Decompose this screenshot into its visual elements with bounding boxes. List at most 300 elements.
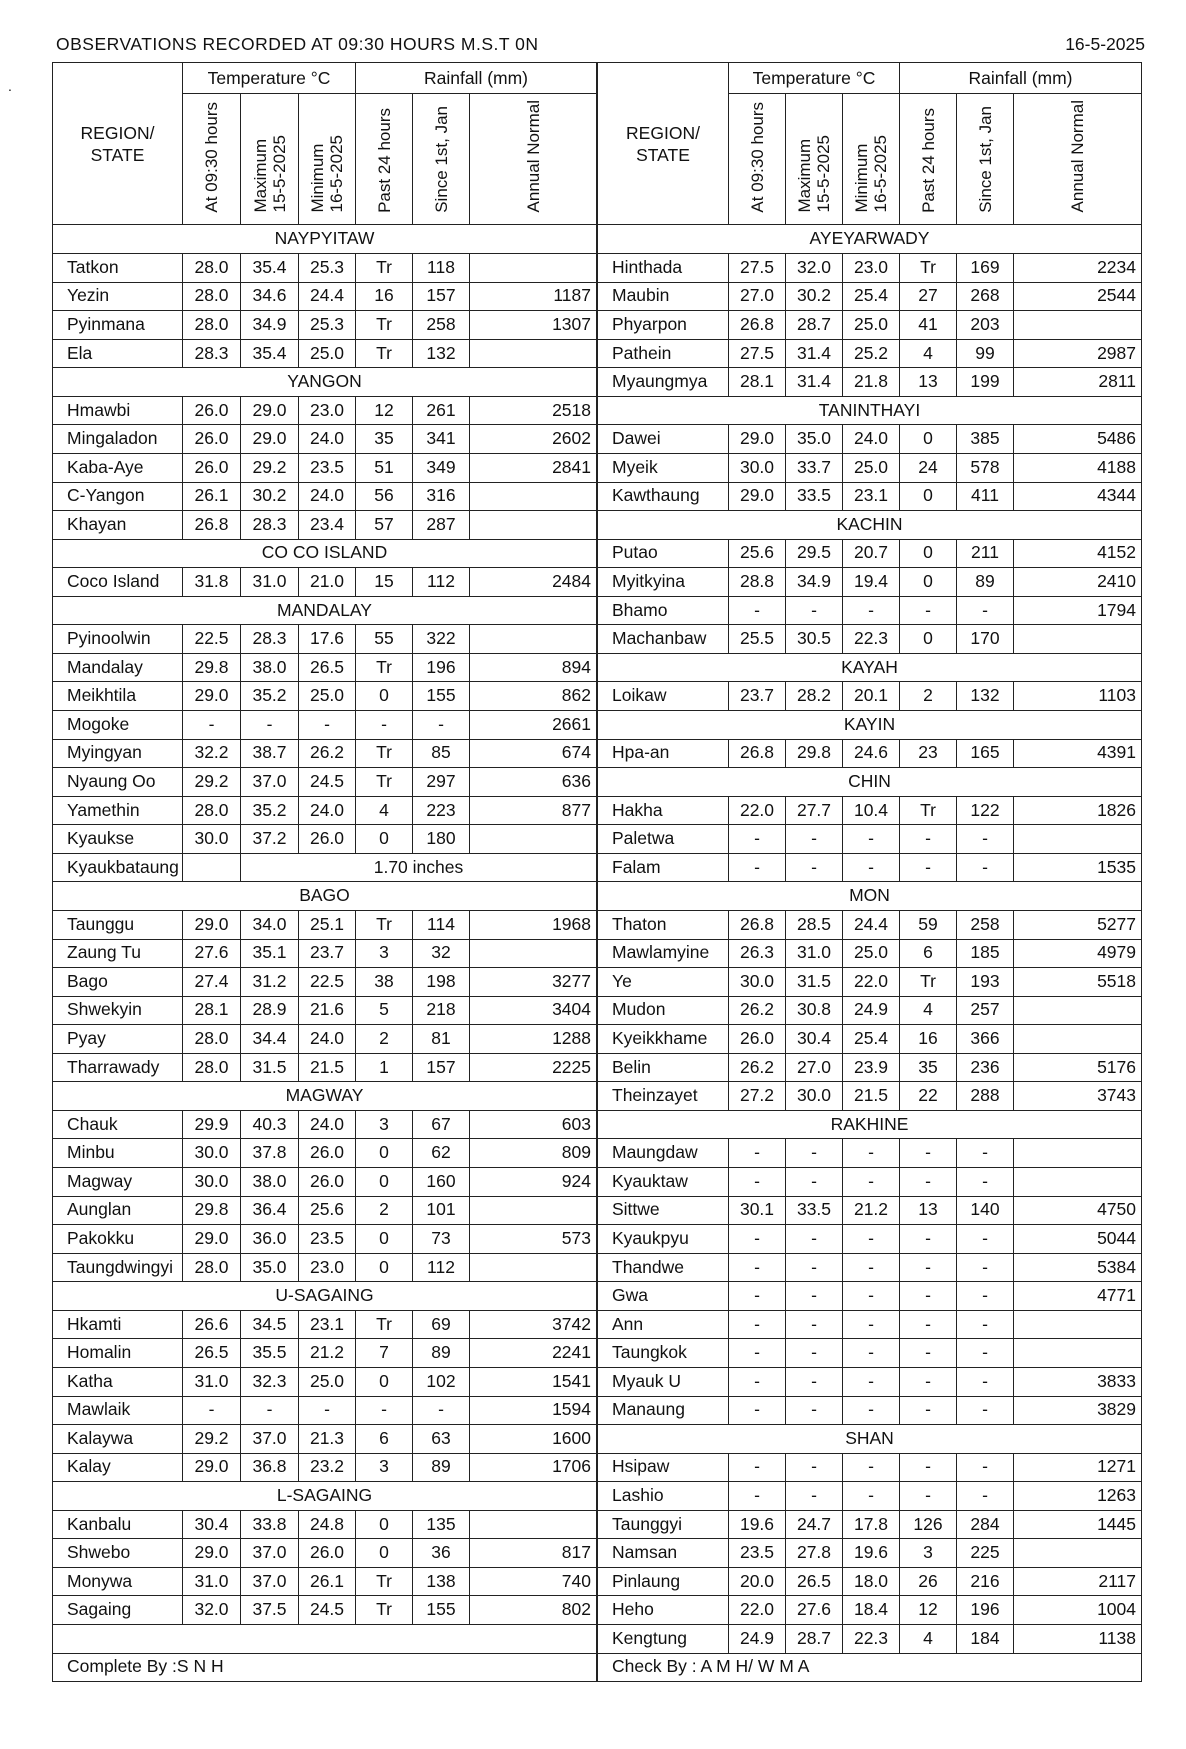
at-0930-header xyxy=(729,94,786,225)
section-row xyxy=(53,882,597,911)
rain-24h-cell: 38 xyxy=(356,968,413,997)
rain-since-jan-cell: 199 xyxy=(957,368,1014,397)
rain-since-jan-cell: 63 xyxy=(413,1425,470,1454)
temp-max-cell: 28.5 xyxy=(786,910,843,939)
rain-24h-cell: 0 xyxy=(900,539,957,568)
temp-0930-cell: 19.6 xyxy=(729,1510,786,1539)
temp-min-cell: 22.3 xyxy=(843,1625,900,1654)
rain-annual-normal-cell xyxy=(1014,625,1142,654)
temp-0930-cell: - xyxy=(729,1253,786,1282)
maximum-header-text: Maximum 15-5-2025 xyxy=(250,134,289,213)
temp-0930-cell: 29.0 xyxy=(183,910,241,939)
station-name: Kengtung xyxy=(598,1625,729,1654)
station-row xyxy=(598,1367,1142,1396)
temp-min-cell: - xyxy=(843,1310,900,1339)
rain-since-jan-cell: 316 xyxy=(413,482,470,511)
temp-0930-cell: 24.9 xyxy=(729,1625,786,1654)
temp-min-cell: - xyxy=(843,1282,900,1311)
station-row xyxy=(53,1196,597,1225)
temp-min-cell: 19.4 xyxy=(843,568,900,597)
rain-since-jan-cell: 198 xyxy=(413,968,470,997)
station-name: Heho xyxy=(598,1596,729,1625)
rain-since-jan-cell: 99 xyxy=(957,339,1014,368)
rain-24h-cell: Tr xyxy=(356,910,413,939)
rain-annual-normal-cell: 2841 xyxy=(470,453,597,482)
temp-0930-cell: 28.0 xyxy=(183,796,241,825)
station-row xyxy=(53,796,597,825)
station-row xyxy=(598,596,1142,625)
temp-0930-cell: 30.0 xyxy=(183,1139,241,1168)
section-header: KAYIN xyxy=(598,711,1142,740)
station-name: Khayan xyxy=(53,511,183,540)
station-row xyxy=(53,311,597,340)
station-name: Gwa xyxy=(598,1282,729,1311)
rain-since-jan-cell: 193 xyxy=(957,968,1014,997)
temp-0930-cell: - xyxy=(729,1282,786,1311)
station-name: Sagaing xyxy=(53,1596,183,1625)
station-name: Taungkok xyxy=(598,1339,729,1368)
rain-annual-normal-cell xyxy=(1014,825,1142,854)
temp-0930-cell: - xyxy=(729,1139,786,1168)
rainfall-note: 1.70 inches xyxy=(241,853,597,882)
rain-since-jan-cell: 366 xyxy=(957,1025,1014,1054)
rain-annual-normal-cell: 2117 xyxy=(1014,1567,1142,1596)
station-row xyxy=(598,1567,1142,1596)
rain-since-jan-cell: - xyxy=(957,1482,1014,1511)
station-row xyxy=(53,568,597,597)
rain-since-jan-cell: 385 xyxy=(957,425,1014,454)
rain-since-jan-cell: 73 xyxy=(413,1225,470,1254)
temp-min-cell: - xyxy=(299,1396,356,1425)
rain-since-jan-cell: - xyxy=(957,1453,1014,1482)
rain-24h-cell: Tr xyxy=(356,311,413,340)
rain-24h-cell: 1 xyxy=(356,1053,413,1082)
rain-since-jan-cell: 160 xyxy=(413,1168,470,1197)
temp-min-cell: - xyxy=(843,1367,900,1396)
rain-since-jan-cell: 203 xyxy=(957,311,1014,340)
section-row xyxy=(598,1425,1142,1454)
temp-max-cell: 29.0 xyxy=(241,425,299,454)
section-header: SHAN xyxy=(598,1425,1142,1454)
temp-max-cell: - xyxy=(241,711,299,740)
maximum-header xyxy=(241,94,299,225)
temp-0930-cell: 26.2 xyxy=(729,1053,786,1082)
temp-max-cell: 28.7 xyxy=(786,311,843,340)
station-row xyxy=(598,1510,1142,1539)
section-header: KACHIN xyxy=(598,511,1142,540)
temp-min-cell: 22.5 xyxy=(299,968,356,997)
station-row xyxy=(53,1139,597,1168)
station-row xyxy=(598,1625,1142,1654)
checked-by: Check By : A M H/ W M A xyxy=(598,1653,1142,1682)
section-header: TANINTHAYI xyxy=(598,396,1142,425)
rain-annual-normal-cell: 2410 xyxy=(1014,568,1142,597)
rain-since-jan-cell: 261 xyxy=(413,396,470,425)
station-row xyxy=(53,1339,597,1368)
temp-0930-cell: - xyxy=(183,1396,241,1425)
rain-since-jan-cell: 140 xyxy=(957,1196,1014,1225)
temp-max-cell: - xyxy=(786,1396,843,1425)
station-row xyxy=(598,425,1142,454)
rain-24h-cell: Tr xyxy=(356,1567,413,1596)
rain-24h-cell: 6 xyxy=(356,1425,413,1454)
temp-0930-cell: - xyxy=(729,1339,786,1368)
rain-since-jan-cell: 132 xyxy=(957,682,1014,711)
rain-annual-normal-cell: 5044 xyxy=(1014,1225,1142,1254)
station-name: Falam xyxy=(598,853,729,882)
temp-min-cell: 23.2 xyxy=(299,1453,356,1482)
station-name: Mandalay xyxy=(53,653,183,682)
section-row xyxy=(53,225,597,254)
station-name: Pyinmana xyxy=(53,311,183,340)
rain-24h-cell: 4 xyxy=(900,1625,957,1654)
section-header: KAYAH xyxy=(598,653,1142,682)
temp-0930-cell: 29.0 xyxy=(729,482,786,511)
temp-min-cell: - xyxy=(843,1396,900,1425)
temp-max-cell: 38.0 xyxy=(241,1168,299,1197)
rain-since-jan-cell: - xyxy=(957,1282,1014,1311)
rain-annual-normal-cell: 1968 xyxy=(470,910,597,939)
temp-0930-cell: 28.0 xyxy=(183,282,241,311)
temp-min-cell: - xyxy=(843,1339,900,1368)
rain-24h-cell: 35 xyxy=(356,425,413,454)
rain-since-jan-cell: - xyxy=(957,596,1014,625)
station-name: Hsipaw xyxy=(598,1453,729,1482)
temp-max-cell: 27.6 xyxy=(786,1596,843,1625)
temp-max-cell: 31.2 xyxy=(241,968,299,997)
section-row xyxy=(598,711,1142,740)
station-name: Myeik xyxy=(598,453,729,482)
report-date: 16-5-2025 xyxy=(1065,34,1145,54)
rain-annual-normal-cell: 573 xyxy=(470,1225,597,1254)
rain-24h-cell: 3 xyxy=(900,1539,957,1568)
rain-annual-normal-cell xyxy=(470,1196,597,1225)
temp-0930-cell: 26.2 xyxy=(729,996,786,1025)
temp-0930-cell: 22.0 xyxy=(729,796,786,825)
rain-annual-normal-cell: 1600 xyxy=(470,1425,597,1454)
temp-max-cell: 35.1 xyxy=(241,939,299,968)
station-name: Bhamo xyxy=(598,596,729,625)
rain-24h-cell: Tr xyxy=(356,1596,413,1625)
rain-annual-normal-cell: 1445 xyxy=(1014,1510,1142,1539)
rain-since-jan-cell: 288 xyxy=(957,1082,1014,1111)
rain-24h-cell: 2 xyxy=(356,1196,413,1225)
rain-annual-normal-cell: 1594 xyxy=(470,1396,597,1425)
station-row xyxy=(53,825,597,854)
rain-since-jan-cell: 184 xyxy=(957,1625,1014,1654)
rain-since-jan-cell: 138 xyxy=(413,1567,470,1596)
rain-annual-normal-cell: 2987 xyxy=(1014,339,1142,368)
rain-since-jan-cell: - xyxy=(957,1253,1014,1282)
station-name: Hmawbi xyxy=(53,396,183,425)
rain-since-jan-cell: 211 xyxy=(957,539,1014,568)
temp-0930-cell: 30.0 xyxy=(729,453,786,482)
rain-since-jan-cell: 89 xyxy=(413,1339,470,1368)
rain-24h-cell: 16 xyxy=(356,282,413,311)
temp-max-cell: 38.7 xyxy=(241,739,299,768)
rain-24h-cell: Tr xyxy=(356,339,413,368)
temp-max-cell: 27.7 xyxy=(786,796,843,825)
rain-since-jan-cell: - xyxy=(413,1396,470,1425)
temp-max-cell: - xyxy=(786,1253,843,1282)
temp-min-cell: 20.1 xyxy=(843,682,900,711)
temp-max-cell: 31.4 xyxy=(786,339,843,368)
temp-min-cell: - xyxy=(843,596,900,625)
rain-annual-normal-cell: 1535 xyxy=(1014,853,1142,882)
station-name: Aunglan xyxy=(53,1196,183,1225)
station-row xyxy=(598,1082,1142,1111)
temp-0930-cell: 27.0 xyxy=(729,282,786,311)
header-row-groups xyxy=(598,63,1142,94)
temp-0930-cell: - xyxy=(729,596,786,625)
rain-24h-cell: - xyxy=(900,1225,957,1254)
station-name: Shwebo xyxy=(53,1539,183,1568)
rain-24h-cell: - xyxy=(900,853,957,882)
station-row xyxy=(598,1053,1142,1082)
region-header-line-2: STATE xyxy=(636,144,690,165)
station-name: Mawlamyine xyxy=(598,939,729,968)
at-0930-header-text: At 09:30 hours xyxy=(747,101,767,213)
temp-max-cell: 34.0 xyxy=(241,910,299,939)
section-header: MON xyxy=(598,882,1142,911)
station-row xyxy=(598,254,1142,283)
station-name: Loikaw xyxy=(598,682,729,711)
station-row xyxy=(53,1053,597,1082)
station-row xyxy=(53,1225,597,1254)
temp-max-cell: - xyxy=(786,1225,843,1254)
station-name: Magway xyxy=(53,1168,183,1197)
rain-annual-normal-cell: 877 xyxy=(470,796,597,825)
temp-0930-cell: - xyxy=(729,1453,786,1482)
region-header-line-2: STATE xyxy=(90,144,145,165)
temp-0930-cell: 27.5 xyxy=(729,339,786,368)
temp-max-cell: 29.8 xyxy=(786,739,843,768)
at-0930-header xyxy=(183,94,241,225)
rain-since-jan-cell: - xyxy=(957,1168,1014,1197)
temp-max-cell: 36.4 xyxy=(241,1196,299,1225)
rain-24h-cell: 13 xyxy=(900,1196,957,1225)
rain-24h-cell: 15 xyxy=(356,568,413,597)
rain-annual-normal-cell: 1263 xyxy=(1014,1482,1142,1511)
station-name: Maubin xyxy=(598,282,729,311)
rain-24h-cell: 6 xyxy=(900,939,957,968)
rain-annual-normal-cell xyxy=(470,1253,597,1282)
rain-24h-cell: - xyxy=(900,825,957,854)
temp-min-cell: 24.6 xyxy=(843,739,900,768)
temp-min-cell: 23.5 xyxy=(299,1225,356,1254)
temp-max-cell: 30.0 xyxy=(786,1082,843,1111)
section-row xyxy=(53,1282,597,1311)
temp-0930-cell: 28.0 xyxy=(183,1253,241,1282)
rain-annual-normal-cell: 1307 xyxy=(470,311,597,340)
rain-since-jan-cell: 112 xyxy=(413,1253,470,1282)
annual-normal-header-text: Annual Normal xyxy=(523,100,543,213)
temp-min-cell: 25.0 xyxy=(299,1367,356,1396)
station-name: Kawthaung xyxy=(598,482,729,511)
station-row xyxy=(598,739,1142,768)
region-column-header xyxy=(598,63,729,225)
rain-24h-cell: 56 xyxy=(356,482,413,511)
station-row xyxy=(598,282,1142,311)
temp-0930-cell: - xyxy=(729,1168,786,1197)
rain-annual-normal-cell: 3404 xyxy=(470,996,597,1025)
rain-annual-normal-cell xyxy=(470,339,597,368)
past-24-hours-header xyxy=(900,94,957,225)
since-jan-header xyxy=(957,94,1014,225)
rain-24h-cell: - xyxy=(900,1339,957,1368)
temp-min-cell: 23.0 xyxy=(299,396,356,425)
temp-max-cell: 35.4 xyxy=(241,254,299,283)
rain-since-jan-cell: 180 xyxy=(413,825,470,854)
station-name: Zaung Tu xyxy=(53,939,183,968)
rain-annual-normal-cell xyxy=(470,625,597,654)
rain-24h-cell: - xyxy=(900,1139,957,1168)
station-row xyxy=(53,739,597,768)
rain-since-jan-cell: 216 xyxy=(957,1567,1014,1596)
rain-since-jan-cell: 268 xyxy=(957,282,1014,311)
station-row xyxy=(53,1168,597,1197)
temp-0930-cell: 26.0 xyxy=(183,425,241,454)
temp-min-cell: 24.0 xyxy=(299,482,356,511)
minimum-header-text: Minimum 16-5-2025 xyxy=(308,134,346,213)
station-row xyxy=(598,568,1142,597)
station-name: Myauk U xyxy=(598,1367,729,1396)
section-row xyxy=(598,225,1142,254)
rain-since-jan-cell: 114 xyxy=(413,910,470,939)
rain-24h-cell: 0 xyxy=(356,1367,413,1396)
temp-min-cell: - xyxy=(843,1453,900,1482)
rain-annual-normal-cell xyxy=(1014,1339,1142,1368)
rain-since-jan-cell: 185 xyxy=(957,939,1014,968)
temp-min-cell: 25.2 xyxy=(843,339,900,368)
station-row xyxy=(598,1539,1142,1568)
section-header: U-SAGAING xyxy=(53,1282,597,1311)
station-name: Taungdwingyi xyxy=(53,1253,183,1282)
temp-max-cell: 31.0 xyxy=(786,939,843,968)
temp-0930-cell: - xyxy=(729,1225,786,1254)
rain-annual-normal-cell: 802 xyxy=(470,1596,597,1625)
temp-min-cell: - xyxy=(843,1225,900,1254)
footer-row xyxy=(53,1653,597,1682)
temp-0930-cell: 22.0 xyxy=(729,1596,786,1625)
temp-min-cell: 26.1 xyxy=(299,1567,356,1596)
station-name: Paletwa xyxy=(598,825,729,854)
temp-min-cell: 24.5 xyxy=(299,1596,356,1625)
station-name: Tharrawady xyxy=(53,1053,183,1082)
rain-annual-normal-cell: 1288 xyxy=(470,1025,597,1054)
station-name: Belin xyxy=(598,1053,729,1082)
temp-max-cell: 31.5 xyxy=(786,968,843,997)
temp-max-cell: 40.3 xyxy=(241,1110,299,1139)
station-name: Ela xyxy=(53,339,183,368)
station-name: Thaton xyxy=(598,910,729,939)
blank-row xyxy=(53,1625,597,1654)
station-row xyxy=(598,996,1142,1025)
rain-annual-normal-cell: 862 xyxy=(470,682,597,711)
rain-annual-normal-cell: 1103 xyxy=(1014,682,1142,711)
rain-24h-cell: Tr xyxy=(356,768,413,797)
temp-max-cell: 29.5 xyxy=(786,539,843,568)
temp-max-cell: 30.2 xyxy=(786,282,843,311)
station-name: Pathein xyxy=(598,339,729,368)
temp-max-cell: 37.0 xyxy=(241,1539,299,1568)
station-name: Mudon xyxy=(598,996,729,1025)
station-row xyxy=(598,1482,1142,1511)
rain-annual-normal-cell: 740 xyxy=(470,1567,597,1596)
rain-24h-cell: - xyxy=(900,1367,957,1396)
rain-24h-cell: 0 xyxy=(356,825,413,854)
station-row xyxy=(598,1596,1142,1625)
temp-max-cell: 38.0 xyxy=(241,653,299,682)
temp-max-cell: 28.3 xyxy=(241,625,299,654)
station-row xyxy=(53,282,597,311)
since-jan-header xyxy=(413,94,470,225)
temp-0930-cell: - xyxy=(729,853,786,882)
rain-24h-cell: 0 xyxy=(356,682,413,711)
rain-24h-cell: 5 xyxy=(356,996,413,1025)
rain-annual-normal-cell xyxy=(1014,1025,1142,1054)
temp-min-cell: 26.0 xyxy=(299,825,356,854)
temp-min-cell: 21.3 xyxy=(299,1425,356,1454)
rain-24h-cell: 13 xyxy=(900,368,957,397)
rain-since-jan-cell: 157 xyxy=(413,1053,470,1082)
temp-min-cell: 21.0 xyxy=(299,568,356,597)
temp-0930-cell: 20.0 xyxy=(729,1567,786,1596)
temp-min-cell: 22.0 xyxy=(843,968,900,997)
temp-max-cell: 37.5 xyxy=(241,1596,299,1625)
temp-min-cell: 23.1 xyxy=(843,482,900,511)
temp-0930-cell: 28.0 xyxy=(183,1025,241,1054)
rain-annual-normal-cell xyxy=(470,1510,597,1539)
temp-min-cell: 18.4 xyxy=(843,1596,900,1625)
station-name: Pyinoolwin xyxy=(53,625,183,654)
station-row xyxy=(53,1025,597,1054)
station-row xyxy=(53,625,597,654)
rain-since-jan-cell: 157 xyxy=(413,282,470,311)
rain-since-jan-cell: 411 xyxy=(957,482,1014,511)
station-row xyxy=(53,682,597,711)
rain-24h-cell: 35 xyxy=(900,1053,957,1082)
temp-max-cell: 26.5 xyxy=(786,1567,843,1596)
temp-max-cell: 35.2 xyxy=(241,682,299,711)
temp-0930-cell: 26.8 xyxy=(729,910,786,939)
rain-since-jan-cell: 169 xyxy=(957,254,1014,283)
rain-annual-normal-cell: 1706 xyxy=(470,1453,597,1482)
temp-0930-cell: 29.0 xyxy=(183,1453,241,1482)
rain-24h-cell: - xyxy=(900,1453,957,1482)
rain-annual-normal-cell: 4188 xyxy=(1014,453,1142,482)
station-name: Dawei xyxy=(598,425,729,454)
station-row xyxy=(598,539,1142,568)
rain-annual-normal-cell: 603 xyxy=(470,1110,597,1139)
rain-since-jan-cell: 36 xyxy=(413,1539,470,1568)
rain-24h-cell: Tr xyxy=(900,968,957,997)
station-name: Minbu xyxy=(53,1139,183,1168)
station-row xyxy=(598,1396,1142,1425)
temp-max-cell: 31.0 xyxy=(241,568,299,597)
rain-annual-normal-cell: 894 xyxy=(470,653,597,682)
rain-since-jan-cell: 85 xyxy=(413,739,470,768)
station-name: Mawlaik xyxy=(53,1396,183,1425)
temp-0930-cell: 28.0 xyxy=(183,254,241,283)
station-row xyxy=(53,1453,597,1482)
station-name: Kyauktaw xyxy=(598,1168,729,1197)
annual-normal-header-text: Annual Normal xyxy=(1068,100,1087,213)
station-row xyxy=(53,453,597,482)
rain-annual-normal-cell: 3833 xyxy=(1014,1367,1142,1396)
temp-min-cell: - xyxy=(843,825,900,854)
rain-annual-normal-cell: 636 xyxy=(470,768,597,797)
